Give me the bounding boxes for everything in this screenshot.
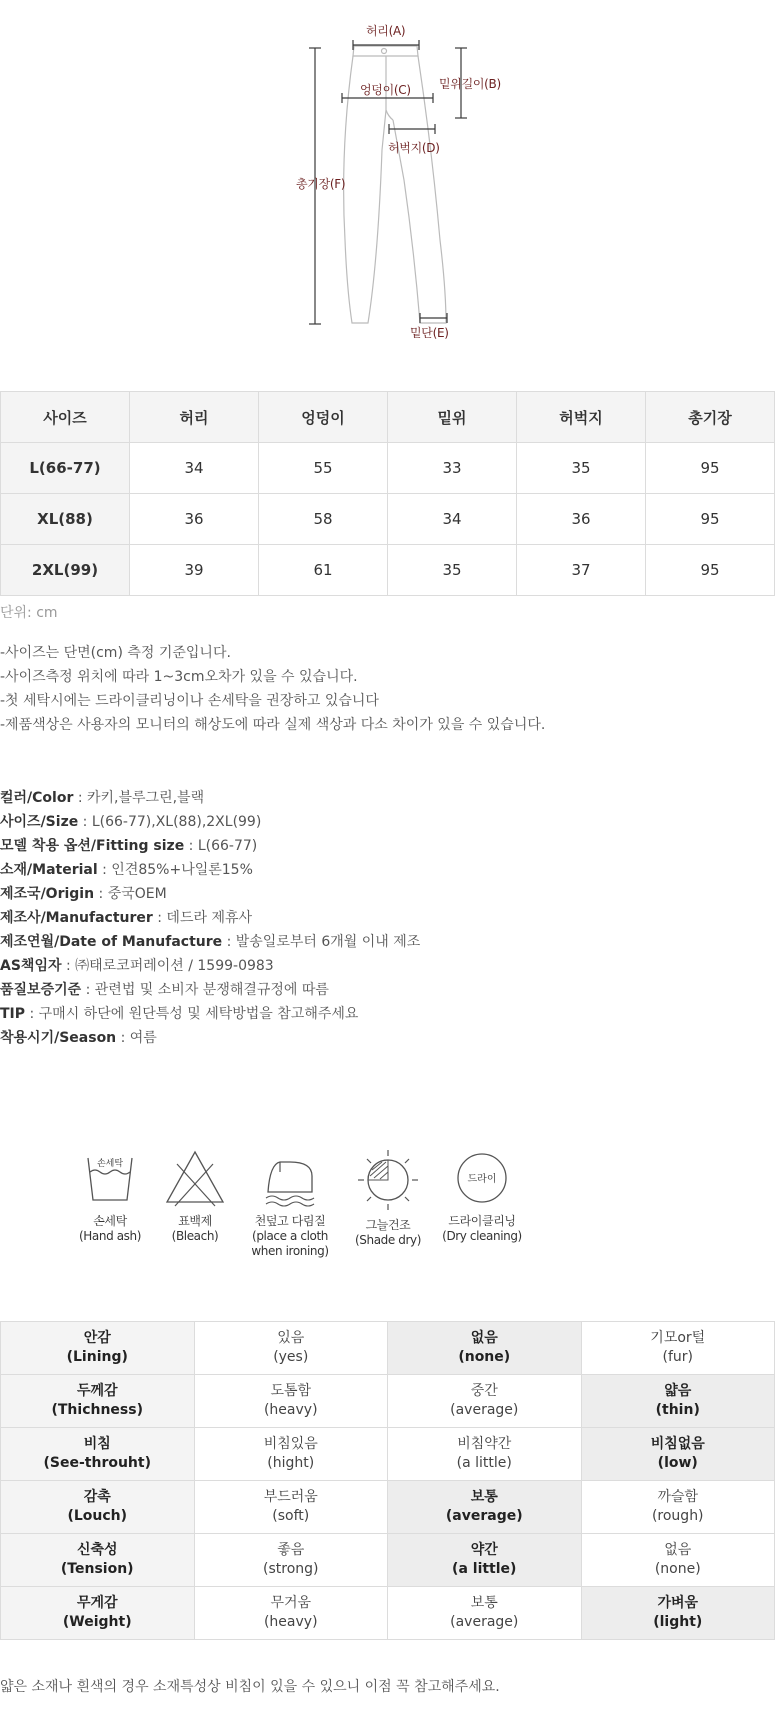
fabric-row-weight <box>1 1587 775 1640</box>
fabric-option-selected: 얇음 (thin) <box>581 1375 775 1428</box>
iron-icon <box>258 1148 322 1208</box>
dry-clean-icon <box>452 1148 512 1208</box>
fabric-row-tension <box>1 1534 775 1587</box>
size-table <box>0 391 775 596</box>
fabric-table <box>0 1321 775 1640</box>
spec-size: 사이즈/Size : L(66-77),XL(88),2XL(99) <box>0 814 262 830</box>
fabric-row-header: 안감 (Lining) <box>1 1322 195 1375</box>
thigh-label: 허벅지(D) <box>388 141 440 155</box>
care-ironing <box>235 1148 345 1259</box>
fabric-option: 무거움 (heavy) <box>194 1587 388 1640</box>
table-cell: 34 <box>388 494 517 545</box>
header-rise: 밑위 <box>388 392 517 443</box>
fabric-row-header: 무게감 (Weight) <box>1 1587 195 1640</box>
spec-quality: 품질보증기준 : 관련법 및 소비자 분쟁해결규정에 따름 <box>0 982 329 998</box>
fabric-option: 까슬함 (rough) <box>581 1481 775 1534</box>
fabric-row-header: 비침 (See-throuht) <box>1 1428 195 1481</box>
shade-dry-label: 그늘건조 (Shade dry) <box>354 1218 421 1247</box>
spec-season: 착용시기/Season : 여름 <box>0 1030 157 1046</box>
note-line: -사이즈는 단면(cm) 측정 기준입니다. <box>0 645 231 661</box>
hand-wash-label: 손세탁 (Hand ash) <box>79 1214 141 1243</box>
spec-as: AS책임자 : ㈜태로코퍼레이션 / 1599-0983 <box>0 958 274 974</box>
fabric-option: 비침있음 (hight) <box>194 1428 388 1481</box>
table-cell: 39 <box>130 545 259 596</box>
hip-label: 엉덩이(C) <box>360 83 411 97</box>
fabric-option: 중간 (average) <box>388 1375 582 1428</box>
hem-label: 밑단(E) <box>410 326 449 340</box>
table-row <box>1 443 775 494</box>
fabric-option: 기모or털 (fur) <box>581 1322 775 1375</box>
svg-text:드라이: 드라이 <box>467 1174 497 1185</box>
size-cell: 2XL(99) <box>1 545 130 596</box>
table-cell: 34 <box>130 443 259 494</box>
table-cell: 35 <box>388 545 517 596</box>
waist-label: 허리(A) <box>366 24 406 38</box>
header-hip: 엉덩이 <box>259 392 388 443</box>
fabric-row-thickness <box>1 1375 775 1428</box>
unit-text: 단위: cm <box>0 605 58 621</box>
table-row <box>1 545 775 596</box>
fabric-row-header: 신축성 (Tension) <box>1 1534 195 1587</box>
fabric-option: 비침약간 (a little) <box>388 1428 582 1481</box>
fabric-option: 없음 (none) <box>581 1534 775 1587</box>
size-notes <box>0 641 545 737</box>
spec-manufacturer: 제조사/Manufacturer : 데드라 제휴사 <box>0 910 253 926</box>
no-bleach-icon <box>163 1148 227 1208</box>
size-cell: L(66-77) <box>1 443 130 494</box>
fabric-option-selected: 약간 (a little) <box>388 1534 582 1587</box>
fabric-row-touch <box>1 1481 775 1534</box>
care-dry-cleaning <box>427 1148 537 1244</box>
note-line: -제품색상은 사용자의 모니터의 해상도에 따라 실제 색상과 다소 차이가 있을 수 있습니다. <box>0 717 546 733</box>
fabric-option-selected: 비침없음 (low) <box>581 1428 775 1481</box>
table-cell: 37 <box>517 545 646 596</box>
fabric-option: 도톰함 (heavy) <box>194 1375 388 1428</box>
size-table-header <box>1 392 775 443</box>
table-cell: 95 <box>646 443 775 494</box>
bleach-label: 표백제 (Bleach) <box>171 1214 219 1243</box>
size-diagram <box>0 0 780 360</box>
fabric-footnote: 얇은 소재나 흰색의 경우 소재특성상 비침이 있을 수 있으니 이점 꼭 참고해주세요. <box>0 1679 500 1695</box>
table-cell: 95 <box>646 494 775 545</box>
ironing-label: 천덮고 다림질 (place a cloth when ironing) <box>251 1214 329 1258</box>
fabric-option-selected: 보통 (average) <box>388 1481 582 1534</box>
fabric-option: 보통 (average) <box>388 1587 582 1640</box>
table-cell: 36 <box>130 494 259 545</box>
note-line: -사이즈측정 위치에 따라 1~3cm오차가 있을 수 있습니다. <box>0 669 358 685</box>
spec-tip: TIP : 구매시 하단에 원단특성 및 세탁방법을 참고해주세요 <box>0 1006 359 1022</box>
table-cell: 58 <box>259 494 388 545</box>
spec-date: 제조연월/Date of Manufacture : 발송일로부터 6개월 이내 제조 <box>0 934 421 950</box>
dry-cleaning-label: 드라이클리닝 (Dry cleaning) <box>442 1214 522 1243</box>
fabric-row-header: 감촉 (Louch) <box>1 1481 195 1534</box>
header-length: 총기장 <box>646 392 775 443</box>
table-cell: 95 <box>646 545 775 596</box>
table-cell: 35 <box>517 443 646 494</box>
table-row <box>1 494 775 545</box>
table-cell: 61 <box>259 545 388 596</box>
rise-label: 밑위길이(B) <box>439 77 501 91</box>
fabric-option: 부드러움 (soft) <box>194 1481 388 1534</box>
fabric-option-selected: 가벼움 (light) <box>581 1587 775 1640</box>
fabric-option-selected: 없음 (none) <box>388 1322 582 1375</box>
hand-wash-icon <box>80 1148 140 1208</box>
length-label: 총기장(F) <box>296 177 346 191</box>
spec-material: 소재/Material : 인견85%+나일론15% <box>0 862 253 878</box>
fabric-row-see-through <box>1 1428 775 1481</box>
fabric-row-lining <box>1 1322 775 1375</box>
header-waist: 허리 <box>130 392 259 443</box>
spec-color: 컬러/Color : 카키,블루그린,블랙 <box>0 790 205 806</box>
header-size: 사이즈 <box>1 392 130 443</box>
header-thigh: 허벅지 <box>517 392 646 443</box>
fabric-option: 좋음 (strong) <box>194 1534 388 1587</box>
fabric-row-header: 두께감 (Thichness) <box>1 1375 195 1428</box>
care-bleach <box>140 1148 250 1244</box>
fabric-option: 있음 (yes) <box>194 1322 388 1375</box>
shade-dry-icon <box>356 1148 420 1212</box>
size-cell: XL(88) <box>1 494 130 545</box>
spec-fitting-size: 모델 착용 옵션/Fitting size : L(66-77) <box>0 838 258 854</box>
note-line: -첫 세탁시에는 드라이클리닝이나 손세탁을 권장하고 있습니다 <box>0 693 379 709</box>
product-specs <box>0 786 420 1050</box>
svg-text:손세탁: 손세탁 <box>96 1159 124 1169</box>
table-cell: 36 <box>517 494 646 545</box>
pants-illustration <box>0 0 780 360</box>
table-cell: 55 <box>259 443 388 494</box>
table-cell: 33 <box>388 443 517 494</box>
spec-origin: 제조국/Origin : 중국OEM <box>0 886 167 902</box>
